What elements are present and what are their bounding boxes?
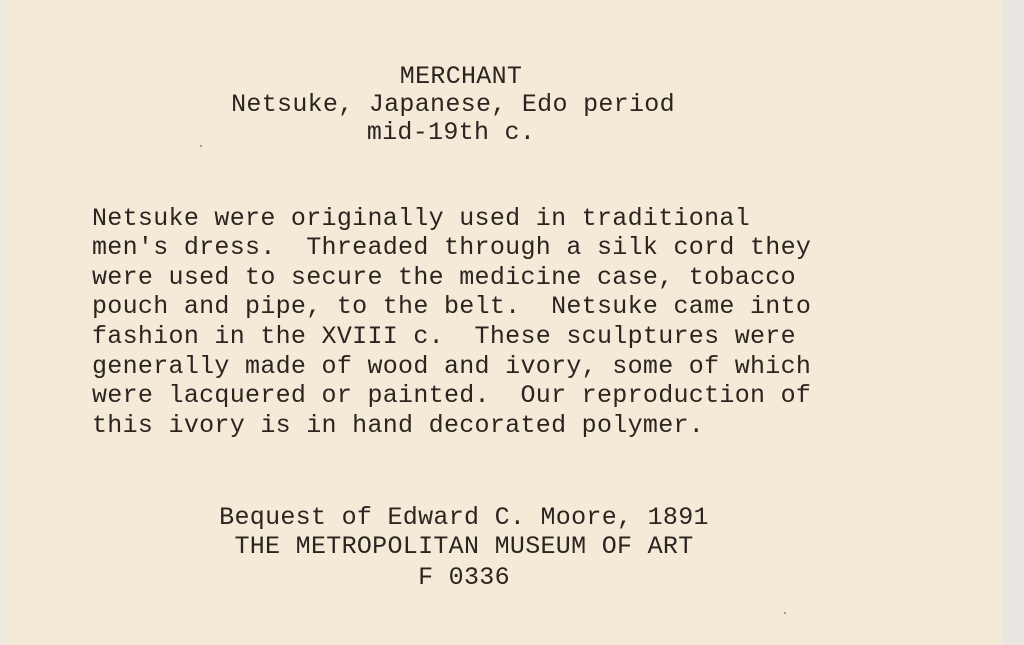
description-line: men's dress. Threaded through a silk cord they <box>92 233 812 262</box>
description-line: were lacquered or painted. Our reproduction of <box>92 381 812 410</box>
description-line: fashion in the XVIII c. These sculptures were <box>92 322 796 351</box>
paper-speck <box>784 612 786 614</box>
description-line: Netsuke were originally used in traditional <box>92 204 751 233</box>
description-line: this ivory is in hand decorated polymer. <box>92 411 705 440</box>
object-title: MERCHANT <box>399 62 523 91</box>
museum-label-card <box>6 0 1002 645</box>
catalog-number: F 0336 <box>418 563 510 592</box>
object-classification: Netsuke, Japanese, Edo period <box>231 90 675 119</box>
object-date: mid-19th c. <box>366 118 536 147</box>
paper-speck <box>200 145 202 147</box>
background-edge <box>1002 0 1024 645</box>
museum-name: THE METROPOLITAN MUSEUM OF ART <box>234 532 694 561</box>
credit-line: Bequest of Edward C. Moore, 1891 <box>219 503 709 532</box>
description-line: were used to secure the medicine case, tobacco <box>92 263 796 292</box>
description-line: generally made of wood and ivory, some of which <box>92 352 812 381</box>
description-line: pouch and pipe, to the belt. Netsuke came into <box>92 292 812 321</box>
